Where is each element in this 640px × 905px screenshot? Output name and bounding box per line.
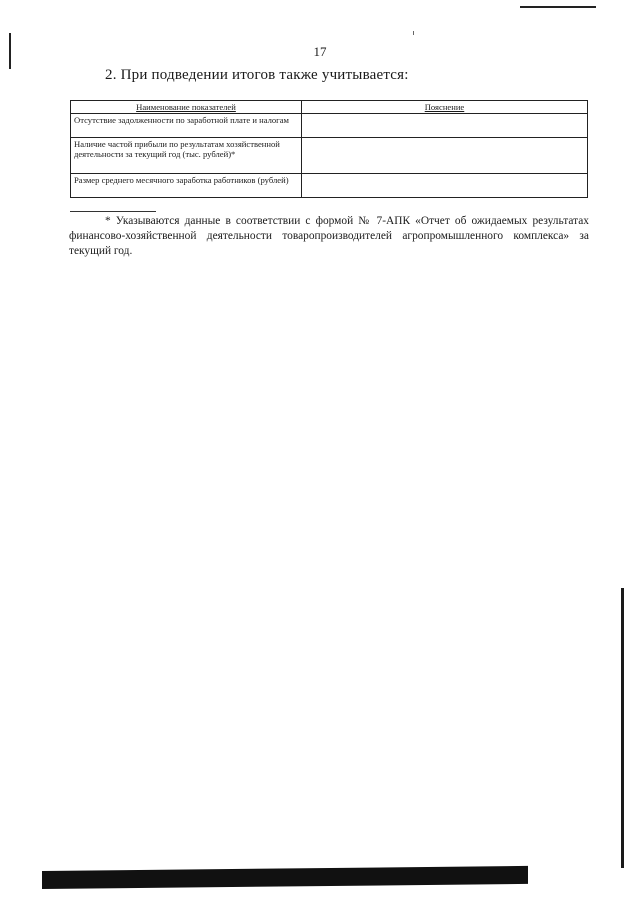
indicator-note [302,114,588,138]
scan-mark-right-edge [621,588,624,868]
column-header-note: Пояснение [302,101,588,114]
page-number: 17 [313,44,327,59]
indicator-name: Размер среднего месячного заработка работников (рублей) [71,174,302,198]
indicator-name: Наличие частой прибыли по результатам хозяйственной деятельности за текущий год (тыс. рублей)* [71,138,302,174]
scan-mark-top-right [520,6,596,8]
scan-mark-bottom-edge [42,866,528,889]
indicators-table [70,100,588,198]
indicator-name: Отсутствие задолженности по заработной плате и налогам [71,114,302,138]
table-header-row [71,101,588,114]
footnote: * Указываются данные в соответствии с формой № 7-АПК «Отчет об ожидаемых результатах финансово-хозяйственной деятельности товаропроизводителей агропромышленного комплекса» за текущий год. [69,215,589,257]
table-row [71,138,588,174]
indicator-note [302,138,588,174]
footnote-divider [70,211,156,212]
table-row [71,174,588,198]
indicator-note [302,174,588,198]
section-heading: 2. При подведении итогов также учитывается: [105,67,409,83]
table-row [71,114,588,138]
scan-mark-dot [413,31,414,35]
column-header-name: Наименование показателей [71,101,302,114]
